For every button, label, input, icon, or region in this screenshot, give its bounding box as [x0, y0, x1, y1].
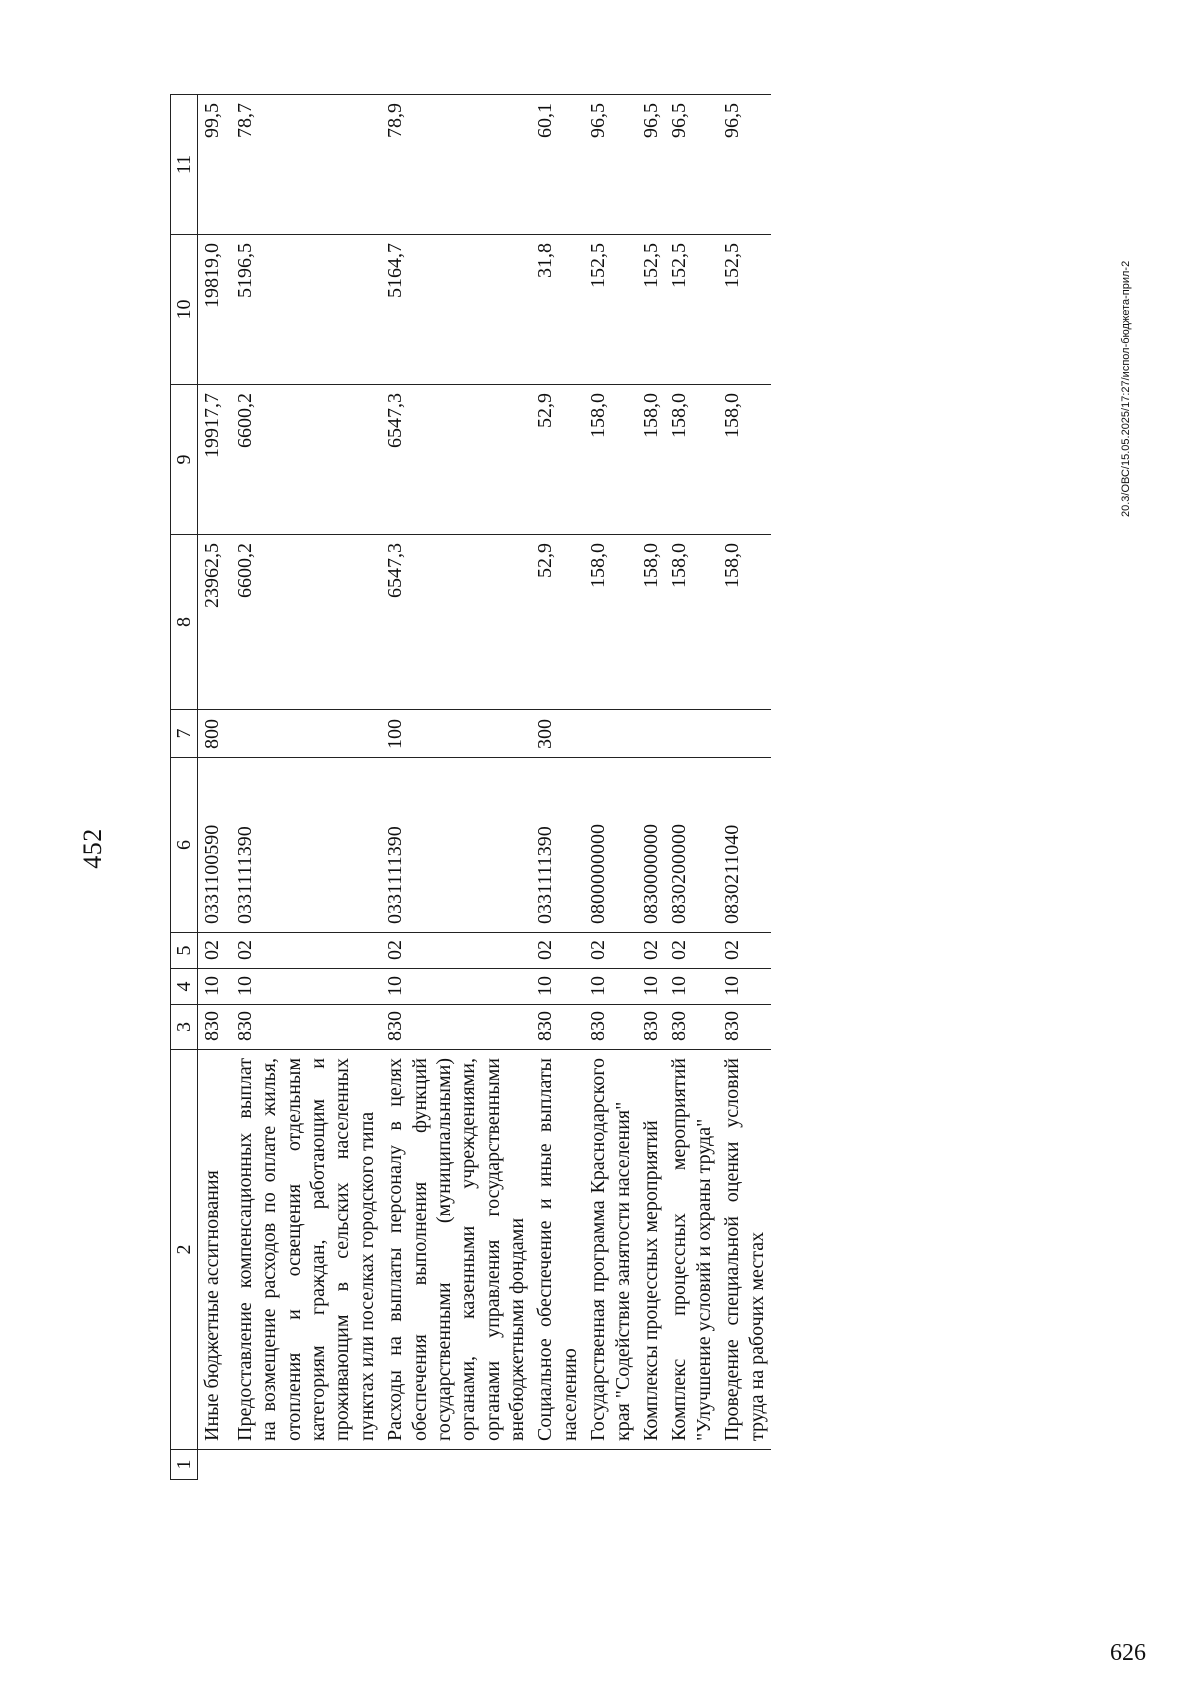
cell-expense-type	[718, 710, 771, 758]
cell-expense-type	[584, 710, 637, 758]
cell-col10: 152,5	[718, 235, 771, 385]
cell-num	[531, 1450, 584, 1480]
cell-num	[584, 1450, 637, 1480]
cell-col10: 152,5	[665, 235, 718, 385]
cell-target-article: 0331100590	[198, 758, 231, 933]
cell-ministry: 830	[665, 1005, 718, 1050]
cell-col11: 96,5	[718, 95, 771, 235]
table-row	[198, 95, 231, 1480]
cell-col11: 99,5	[198, 95, 231, 235]
cell-ministry: 830	[718, 1005, 771, 1050]
table-row	[231, 95, 381, 1480]
cell-col8: 6600,2	[231, 535, 381, 710]
cell-col8: 52,9	[531, 535, 584, 710]
cell-subsection: 02	[231, 933, 381, 969]
header-cell-6: 6	[171, 758, 198, 933]
budget-table	[170, 94, 771, 1480]
cell-section: 10	[531, 969, 584, 1005]
header-cell-8: 8	[171, 535, 198, 710]
table-row	[531, 95, 584, 1480]
cell-num	[718, 1450, 771, 1480]
cell-col8: 23962,5	[198, 535, 231, 710]
cell-target-article: 0331111390	[531, 758, 584, 933]
cell-target-article: 0830000000	[637, 758, 665, 933]
cell-name: Государственная программа Краснодарского края "Содействие занятости населения"	[584, 1050, 637, 1450]
cell-subsection: 02	[531, 933, 584, 969]
cell-col8: 6547,3	[381, 535, 531, 710]
header-cell-7: 7	[171, 710, 198, 758]
cell-subsection: 02	[584, 933, 637, 969]
cell-name: Иные бюджетные ассигнования	[198, 1050, 231, 1450]
cell-num	[198, 1450, 231, 1480]
header-cell-1: 1	[171, 1450, 198, 1480]
cell-col11: 78,7	[231, 95, 381, 235]
table-row	[718, 95, 771, 1480]
cell-name: Социальное обеспечение и иные выплаты населению	[531, 1050, 584, 1450]
cell-ministry: 830	[637, 1005, 665, 1050]
cell-col8: 158,0	[584, 535, 637, 710]
cell-subsection: 02	[198, 933, 231, 969]
cell-num	[637, 1450, 665, 1480]
cell-expense-type: 100	[381, 710, 531, 758]
header-cell-10: 10	[171, 235, 198, 385]
cell-name: Проведение специальной оценки условий труда на рабочих местах	[718, 1050, 771, 1450]
cell-col8: 158,0	[718, 535, 771, 710]
table-header-row	[171, 95, 198, 1480]
cell-name: Предоставление компенсационных выплат на возмещение расходов по оплате жилья, отопления и освещения отдельным категориям граждан, работающим и проживающим в сельских населенных пунктах или поселках городского типа	[231, 1050, 381, 1450]
cell-ministry: 830	[198, 1005, 231, 1050]
table-row	[637, 95, 665, 1480]
cell-expense-type	[665, 710, 718, 758]
cell-col10: 19819,0	[198, 235, 231, 385]
cell-expense-type: 800	[198, 710, 231, 758]
cell-ministry: 830	[531, 1005, 584, 1050]
cell-col9: 19917,7	[198, 385, 231, 535]
header-cell-3: 3	[171, 1005, 198, 1050]
cell-col11: 96,5	[665, 95, 718, 235]
cell-col9: 158,0	[637, 385, 665, 535]
cell-num	[381, 1450, 531, 1480]
cell-expense-type	[231, 710, 381, 758]
cell-section: 10	[718, 969, 771, 1005]
cell-section: 10	[231, 969, 381, 1005]
cell-name: Комплекс процессных мероприятий "Улучшение условий и охраны труда"	[665, 1050, 718, 1450]
cell-col10: 5196,5	[231, 235, 381, 385]
cell-target-article: 0331111390	[381, 758, 531, 933]
cell-col10: 5164,7	[381, 235, 531, 385]
header-cell-9: 9	[171, 385, 198, 535]
page-number-top: 452	[78, 828, 107, 869]
cell-col10: 152,5	[637, 235, 665, 385]
cell-target-article: 0830200000	[665, 758, 718, 933]
cell-num	[665, 1450, 718, 1480]
cell-subsection: 02	[665, 933, 718, 969]
cell-section: 10	[665, 969, 718, 1005]
cell-col11: 96,5	[584, 95, 637, 235]
cell-subsection: 02	[718, 933, 771, 969]
cell-ministry: 830	[584, 1005, 637, 1050]
cell-num	[231, 1450, 381, 1480]
header-cell-4: 4	[171, 969, 198, 1005]
cell-col9: 52,9	[531, 385, 584, 535]
cell-col11: 78,9	[381, 95, 531, 235]
cell-col9: 158,0	[584, 385, 637, 535]
cell-name: Комплексы процессных мероприятий	[637, 1050, 665, 1450]
cell-target-article: 0331111390	[231, 758, 381, 933]
cell-col9: 6547,3	[381, 385, 531, 535]
cell-col11: 96,5	[637, 95, 665, 235]
cell-col9: 158,0	[718, 385, 771, 535]
cell-section: 10	[198, 969, 231, 1005]
cell-col10: 152,5	[584, 235, 637, 385]
sheet-number: 626	[1110, 1640, 1146, 1666]
cell-col9: 158,0	[665, 385, 718, 535]
cell-target-article: 0830211040	[718, 758, 771, 933]
table-row	[381, 95, 531, 1480]
cell-expense-type	[637, 710, 665, 758]
cell-section: 10	[584, 969, 637, 1005]
cell-col11: 60,1	[531, 95, 584, 235]
cell-col9: 6600,2	[231, 385, 381, 535]
cell-section: 10	[381, 969, 531, 1005]
cell-ministry: 830	[231, 1005, 381, 1050]
cell-section: 10	[637, 969, 665, 1005]
cell-subsection: 02	[637, 933, 665, 969]
header-cell-11: 11	[171, 95, 198, 235]
cell-name: Расходы на выплаты персоналу в целях обеспечения выполнения функций государственными (муниципальными) органами, казенными учреждениями, органами управления государственными внебюджетными фондами	[381, 1050, 531, 1450]
cell-target-article: 0800000000	[584, 758, 637, 933]
cell-col8: 158,0	[637, 535, 665, 710]
cell-subsection: 02	[381, 933, 531, 969]
cell-col10: 31,8	[531, 235, 584, 385]
header-cell-5: 5	[171, 933, 198, 969]
table-row	[584, 95, 637, 1480]
table-row	[665, 95, 718, 1480]
footer-note: 20.3/ОВС/15.05.2025/17:27/испол-бюджета-прил-2	[1120, 260, 1132, 517]
header-cell-2: 2	[171, 1050, 198, 1450]
cell-expense-type: 300	[531, 710, 584, 758]
cell-col8: 158,0	[665, 535, 718, 710]
cell-ministry: 830	[381, 1005, 531, 1050]
